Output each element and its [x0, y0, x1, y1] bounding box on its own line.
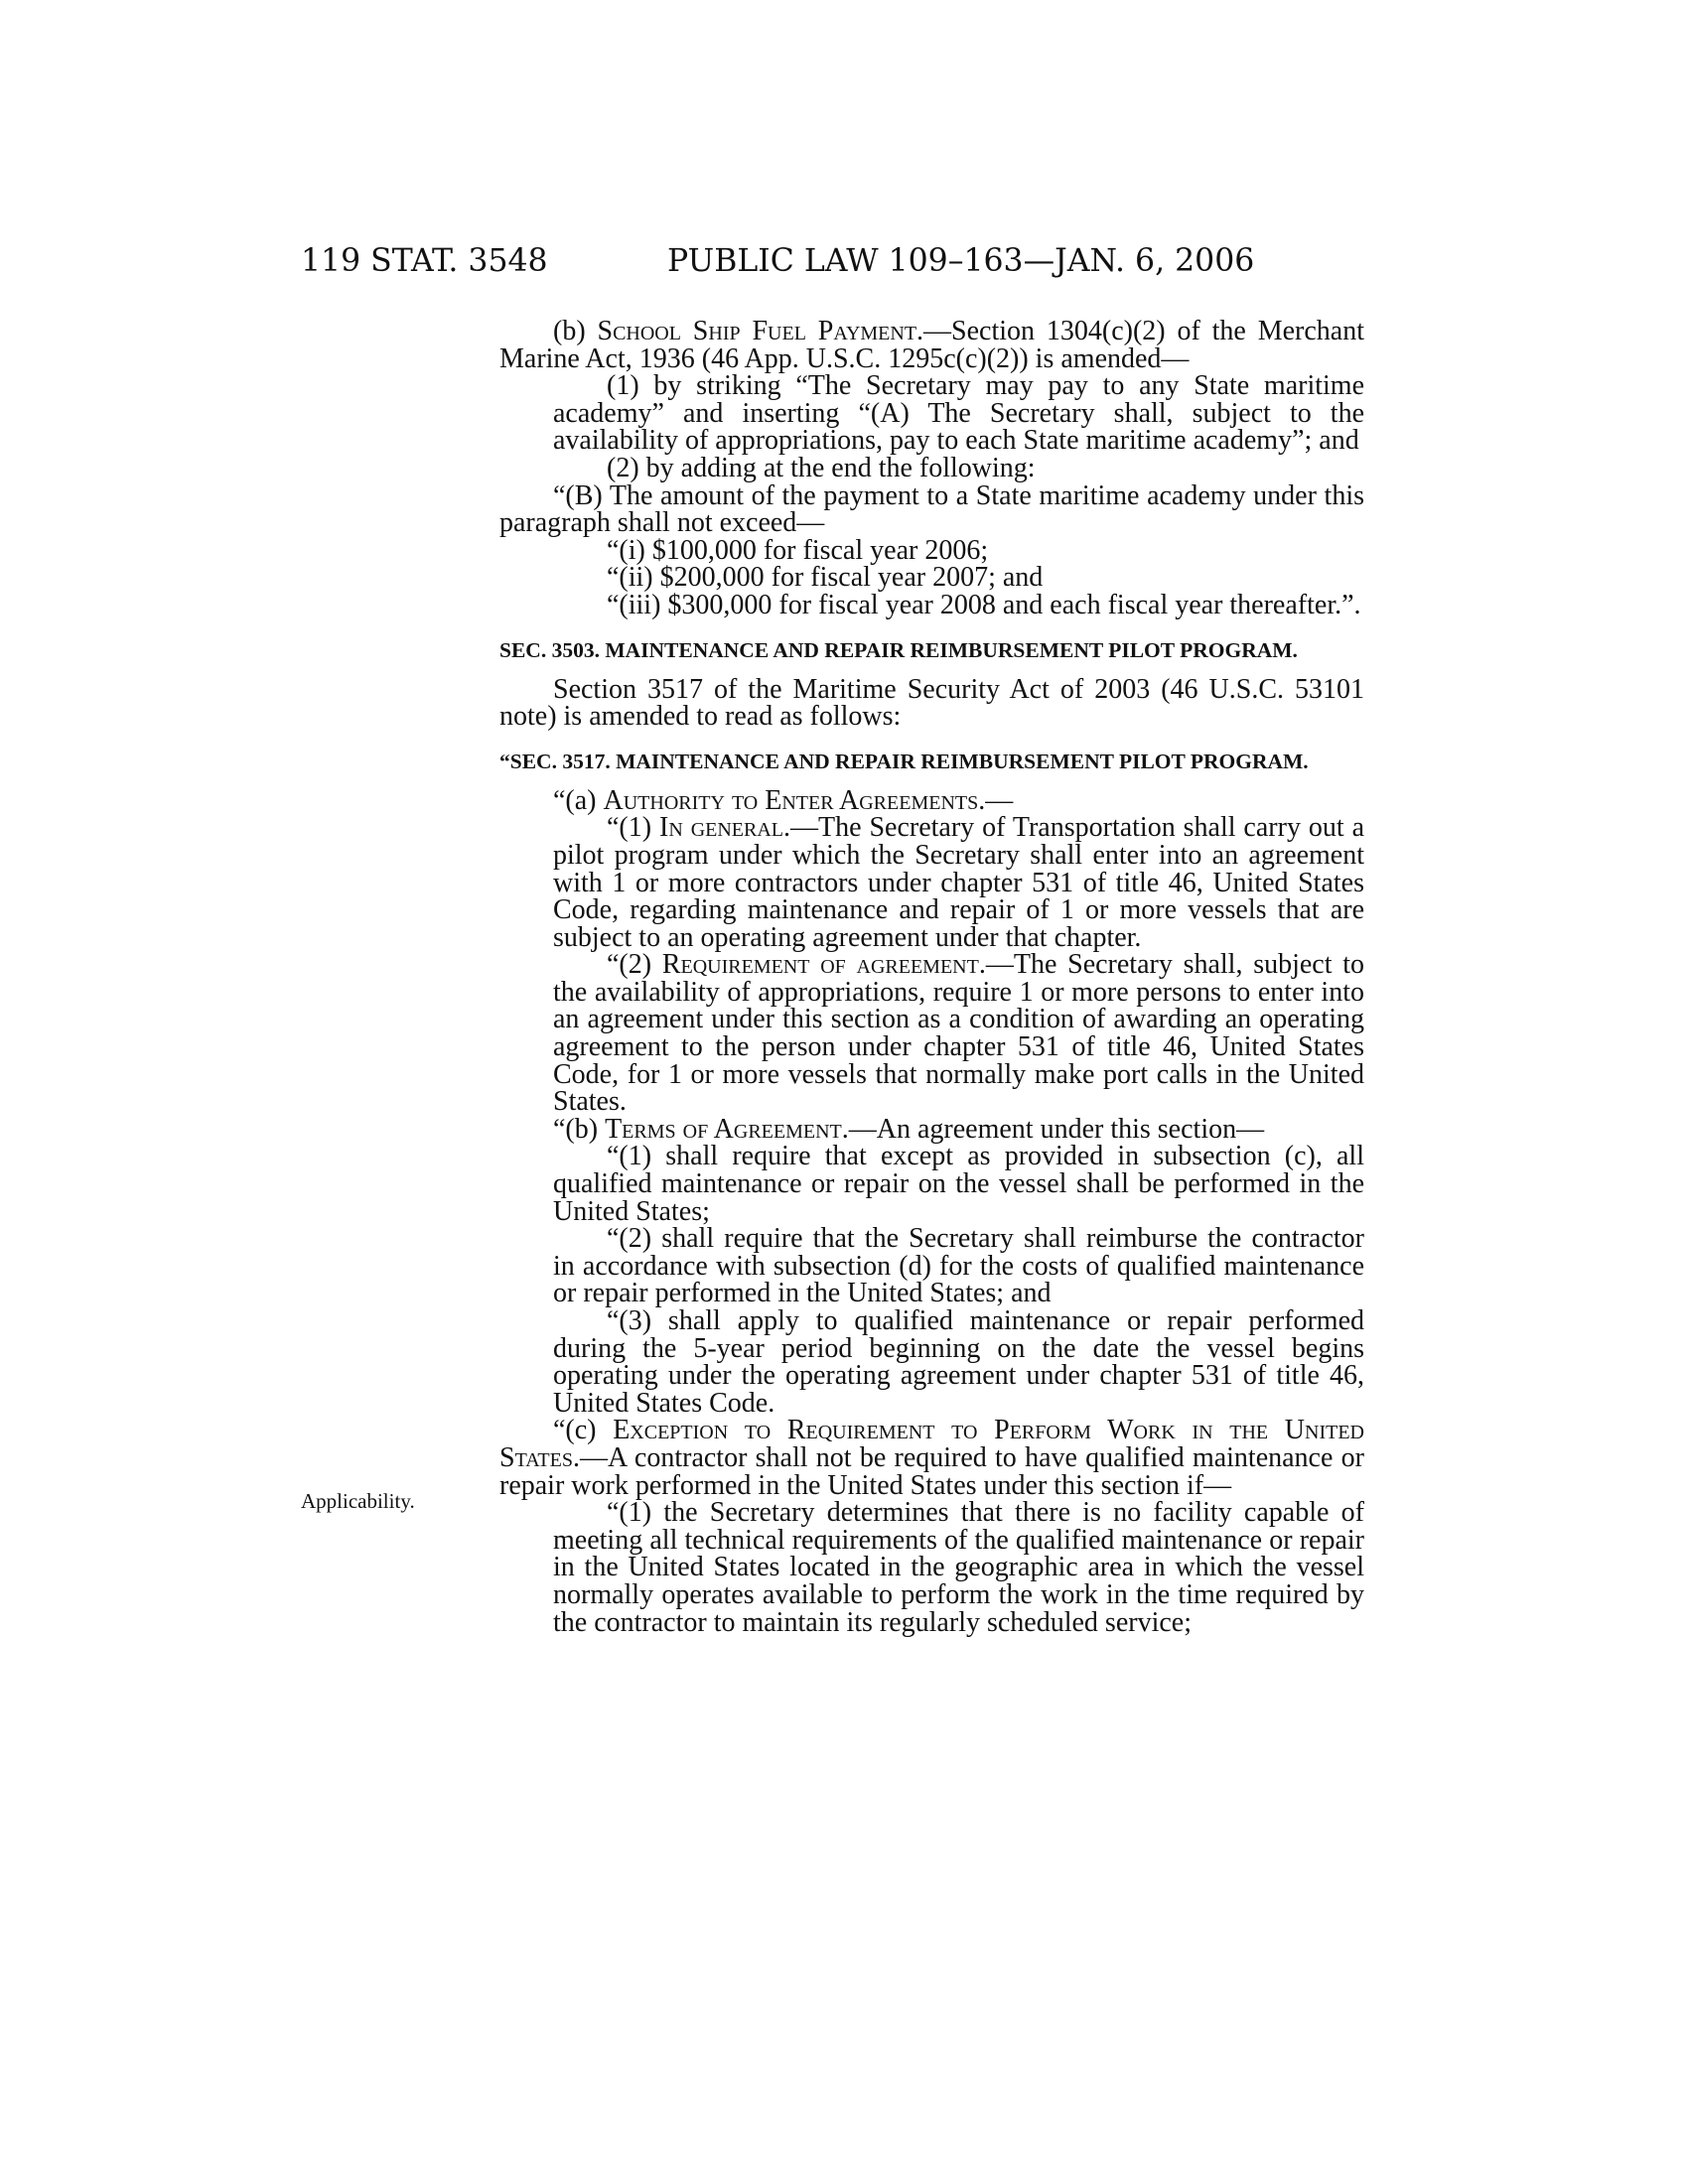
margin-note: Applicability. [301, 1489, 415, 1513]
subsection-c: “(c) Exception to Requirement to Perform Work in the United States.—A contractor shall not be required to have qualified maintenance or repair work performed in the United States under this section if— [499, 1415, 1364, 1501]
paragraph-heading: In general [659, 812, 784, 844]
running-header: PUBLIC LAW 109–163—JAN. 6, 2006 [667, 243, 1255, 279]
paragraph-heading: Requirement of agreement [661, 949, 979, 981]
clause-i: “(i) $100,000 for fiscal year 2006; [607, 534, 989, 566]
section-3503-text: Section 3517 of the Maritime Security Act of 2003 (46 U.S.C. 53101 note) is amended to read as follows: [499, 673, 1364, 733]
subsection-a: “(a) Authority to Enter Agreements.— [553, 784, 1014, 816]
section-heading-3517: “SEC. 3517. MAINTENANCE AND REPAIR REIMBURSEMENT PILOT PROGRAM. [499, 749, 1309, 773]
terms-paragraph-2: “(2) shall require that the Secretary shall reimburse the contractor in accordance with subsection (d) for the costs of qualified maintenance or repair performed in the United States; and [553, 1223, 1364, 1309]
subsection-heading: Authority to Enter Agreements [603, 784, 979, 816]
terms-paragraph-3: “(3) shall apply to qualified maintenance or repair performed during the 5-year period beginning on the date the vessel begins operating under the operating agreement under chapter 531 of title 46, United States Code. [553, 1305, 1364, 1419]
paragraph-a1: “(1) In general.—The Secretary of Transportation shall carry out a pilot program under which the Secretary shall enter into an agreement with 1 or more contractors under chapter 531 of title 46, United States Code, regarding maintenance and repair of 1 or more vessels that are subject to an operating agreement under that chapter. [553, 812, 1364, 953]
subsection-heading: School Ship Fuel Payment [597, 316, 917, 346]
subsection-heading: Exception to Requirement to Perform Work in the United States [499, 1415, 1364, 1473]
subsection-heading: Terms of Agreement [605, 1113, 842, 1145]
clause-ii: “(ii) $200,000 for fiscal year 2007; and [607, 562, 1044, 594]
subsection-b: (b) School Ship Fuel Payment.—Section 1304(c)(2) of the Merchant Marine Act, 1936 (46 App. U.S.C. 1295c(c)(2)) is amended— [499, 316, 1364, 374]
paragraph-c1: “(1) the Secretary determines that there is no facility capable of meeting all technical requirements of the qualified maintenance or repair in the United States located in the geographic area in which the vessel normally operates available to perform the work in the time required by the contractor to maintain its regularly scheduled service; [553, 1497, 1364, 1638]
section-heading-3503: SEC. 3503. MAINTENANCE AND REPAIR REIMBURSEMENT PILOT PROGRAM. [499, 637, 1298, 662]
paragraph-a2: “(2) Requirement of agreement.—The Secretary shall, subject to the availability of appropriations, require 1 or more persons to enter into an agreement under this section as a condition of awarding an operating agreement to the person under chapter 531 of title 46, United States Code, for 1 or more vessels that normally make port calls in the United States. [553, 949, 1365, 1118]
clause-iii: “(iii) $300,000 for fiscal year 2008 and each fiscal year thereafter.”. [607, 589, 1361, 620]
paragraph-bB: “(B) The amount of the payment to a State maritime academy under this paragraph shall not exceed— [499, 479, 1364, 539]
paragraph-b2: (2) by adding at the end the following: [607, 452, 1036, 483]
body-text [499, 318, 1364, 1636]
paragraph-b1: (1) by striking “The Secretary may pay to any State maritime academy” and inserting “(A) The Secretary shall, subject to the availability of appropriations, pay to each State maritime academy”; and [553, 370, 1364, 457]
subsection-terms: “(b) Terms of Agreement.—An agreement under this section— [553, 1113, 1265, 1145]
statute-page-number: 119 STAT. 3548 [301, 243, 548, 279]
terms-paragraph-1: “(1) shall require that except as provided in subsection (c), all qualified maintenance or repair on the vessel shall be performed in the United States; [553, 1141, 1364, 1227]
